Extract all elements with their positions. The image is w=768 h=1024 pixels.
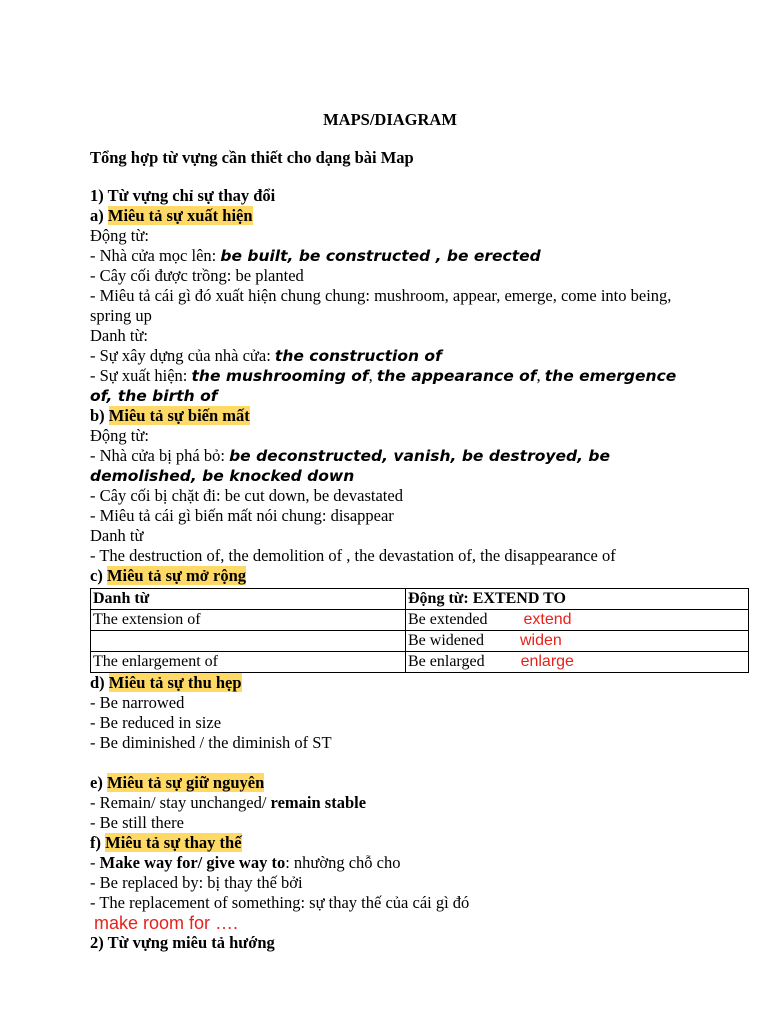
subsection-b-label: Miêu tả sự biến mất: [108, 406, 250, 425]
table-cell-verb: [406, 631, 749, 652]
subsection-b-line-1-text: - Nhà cửa bị phá bỏ:: [90, 446, 230, 465]
subsection-d-heading: [90, 673, 690, 693]
subsection-a-noun-1-emph: the construction of: [274, 347, 442, 365]
subsection-a-heading: [90, 206, 690, 226]
subsection-b-prefix: b): [90, 406, 105, 425]
spacer: [90, 753, 690, 773]
table-row: [91, 631, 749, 652]
subsection-a-noun-1-text: - Sự xây dựng của nhà cửa:: [90, 346, 275, 365]
subsection-f-line-3: - The replacement of something: sự thay thế của cái gì đó: [90, 893, 470, 912]
subsection-c-label: Miêu tả sự mở rộng: [106, 566, 247, 585]
subsection-a-noun-2-sep-1: ,: [368, 366, 377, 385]
subsection-e-line-1-text: - Remain/ stay unchanged/: [90, 793, 271, 812]
subsection-e-line-1: [90, 793, 690, 813]
table-cell-note: extend: [523, 611, 572, 628]
document-title: MAPS/DIAGRAM: [323, 110, 457, 129]
subsection-c-heading: [90, 566, 690, 586]
subsection-b-heading: [90, 406, 690, 426]
subsection-a-prefix: a): [90, 206, 104, 225]
section-1-heading: 1) Từ vựng chỉ sự thay đổi: [90, 186, 276, 205]
table-cell-noun: [91, 631, 406, 652]
subsection-b-noun-heading: Danh từ: [90, 526, 144, 545]
subsection-b-verb-heading: Động từ:: [90, 426, 149, 445]
subsection-a-noun-2-emph-1: the mushrooming of: [191, 367, 369, 385]
table-cell-verb: [406, 652, 749, 673]
table-header-noun: Danh từ: [91, 589, 406, 610]
subsection-f-heading: [90, 833, 690, 853]
subsection-d-line-3: - Be diminished / the diminish of ST: [90, 733, 332, 752]
subsection-b-line-1-emph: be deconstructed, vanish, be destroyed, be demolished, be knocked down: [90, 447, 610, 485]
subsection-b-line-3: - Miêu tả cái gì biến mất nói chung: disappear: [90, 506, 394, 525]
subsection-d-prefix: d): [90, 673, 105, 692]
subsection-a-line-1-emph: be built, be constructed , be erected: [220, 247, 541, 265]
table-cell-note: widen: [519, 632, 562, 649]
subsection-e-line-2: - Be still there: [90, 813, 184, 832]
table-cell-verb: [406, 610, 749, 631]
document-subtitle: Tổng hợp từ vựng cần thiết cho dạng bài Map: [90, 148, 414, 167]
subsection-a-line-1: [90, 246, 690, 266]
subsection-f-line-1: [90, 853, 690, 873]
table-cell-verb-text: Be extended: [408, 611, 488, 628]
subsection-e-prefix: e): [90, 773, 103, 792]
subsection-a-line-2: - Cây cối được trồng: be planted: [90, 266, 304, 285]
subsection-e-heading: [90, 773, 690, 793]
subsection-a-noun-2-emph-2: the appearance of: [376, 367, 537, 385]
handwritten-note: make room for ….: [94, 913, 239, 933]
subsection-b-noun-1: - The destruction of, the demolition of , the devastation of, the disappearance of: [90, 546, 616, 565]
subsection-a-line-3: - Miêu tả cái gì đó xuất hiện chung chung: mushroom, appear, emerge, come into being, spring up: [90, 286, 672, 325]
extension-table: [90, 588, 749, 673]
subsection-b-line-1: [90, 446, 690, 486]
subsection-d-label: Miêu tả sự thu hẹp: [108, 673, 242, 692]
table-cell-verb-text: Be enlarged: [408, 653, 485, 670]
subsection-a-line-1-text: - Nhà cửa mọc lên:: [90, 246, 221, 265]
table-cell-noun: The extension of: [91, 610, 406, 631]
subsection-a-noun-heading: Danh từ:: [90, 326, 148, 345]
table-row: [91, 652, 749, 673]
table-header-verb: Động từ: EXTEND TO: [406, 589, 749, 610]
subsection-f-label: Miêu tả sự thay thế: [105, 833, 242, 852]
table-cell-note: enlarge: [520, 653, 574, 670]
subsection-a-noun-2: [90, 366, 690, 406]
subsection-a-noun-2-sep-2: ,: [536, 366, 545, 385]
section-2-heading: 2) Từ vựng miêu tả hướng: [90, 933, 275, 952]
subsection-e-label: Miêu tả sự giữ nguyên: [106, 773, 265, 792]
table-row: [91, 610, 749, 631]
subsection-b-line-2: - Cây cối bị chặt đi: be cut down, be devastated: [90, 486, 403, 505]
subsection-f-line-1-text: : nhường chỗ cho: [285, 853, 401, 872]
table-cell-noun: The enlargement of: [91, 652, 406, 673]
subsection-a-verb-heading: Động từ:: [90, 226, 149, 245]
subsection-e-line-1-emph: remain stable: [270, 793, 367, 812]
subsection-a-label: Miêu tả sự xuất hiện: [107, 206, 253, 225]
subsection-a-noun-2-text: - Sự xuất hiện:: [90, 366, 192, 385]
table-cell-verb-text: Be widened: [408, 632, 484, 649]
subsection-a-noun-2-emph-3: the emergence of, the birth of: [90, 367, 677, 405]
subsection-d-line-2: - Be reduced in size: [90, 713, 222, 732]
subsection-a-noun-1: [90, 346, 690, 366]
subsection-f-line-1-dash: -: [90, 853, 100, 872]
subsection-f-prefix: f): [90, 833, 101, 852]
subsection-c-prefix: c): [90, 566, 103, 585]
subsection-d-line-1: - Be narrowed: [90, 693, 185, 712]
subsection-f-line-1-emph: Make way for/ give way to: [99, 853, 286, 872]
table-header-row: [91, 589, 749, 610]
document-page: [90, 110, 690, 953]
subsection-f-line-2: - Be replaced by: bị thay thế bởi: [90, 873, 303, 892]
